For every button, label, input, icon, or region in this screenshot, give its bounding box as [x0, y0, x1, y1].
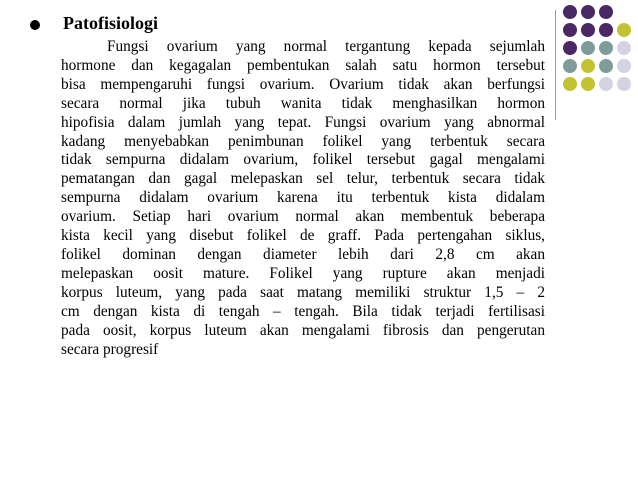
- body-paragraph: [61, 38, 545, 359]
- decorative-dot: [563, 23, 577, 37]
- paragraph-line: kista kecil yang disebut folikel de graff. Pada pertengahan siklus,: [61, 227, 545, 245]
- decorative-dot: [581, 5, 595, 19]
- decorative-dot: [563, 5, 577, 19]
- decorative-dot: [581, 77, 595, 91]
- decorative-dot-grid: [560, 0, 638, 120]
- decorative-dot: [599, 23, 613, 37]
- paragraph-line: cm dengan kista di tengah – tengah. Bila tidak terjadi fertilisasi: [61, 302, 545, 320]
- decorative-divider: [555, 10, 556, 120]
- paragraph-line: kadang menyebabkan penimbunan folikel yang terbentuk secara: [61, 132, 545, 150]
- decorative-dot: [599, 5, 613, 19]
- paragraph-line: sempurna didalam ovarium karena itu terbentuk kista didalam: [61, 189, 545, 207]
- paragraph-line: Fungsi ovarium yang normal tergantung kepada sejumlah: [107, 38, 545, 55]
- paragraph-line: secara progresif: [61, 340, 159, 358]
- decorative-dot: [581, 41, 595, 55]
- bullet-icon: [30, 20, 40, 30]
- decorative-dot: [617, 41, 631, 55]
- paragraph-line: korpus luteum, yang pada saat matang memiliki struktur 1,5 – 2: [61, 283, 545, 301]
- paragraph-line: hipofisia dalam jumlah yang tepat. Fungsi ovarium yang abnormal: [61, 113, 545, 131]
- decorative-dot: [581, 59, 595, 73]
- paragraph-line: folikel dominan dengan diameter lebih dari 2,8 cm akan: [61, 245, 545, 263]
- paragraph-line: secara normal jika tubuh wanita tidak menghasilkan hormon: [61, 94, 545, 112]
- decorative-dot: [617, 23, 631, 37]
- paragraph-line: hormone dan kegagalan pembentukan salah satu hormon tersebut: [61, 56, 545, 74]
- decorative-dot: [599, 41, 613, 55]
- paragraph-line: pada oosit, korpus luteum akan mengalami fibrosis dan pengerutan: [61, 321, 545, 339]
- decorative-dot: [617, 77, 631, 91]
- paragraph-line: bisa mempengaruhi fungsi ovarium. Ovarium tidak akan berfungsi: [61, 75, 545, 93]
- paragraph-line: ovarium. Setiap hari ovarium normal akan membentuk beberapa: [61, 208, 545, 226]
- decorative-dot: [563, 59, 577, 73]
- paragraph-line: pematangan dan gagal melepaskan sel telur, terbentuk secara tidak: [61, 170, 545, 188]
- decorative-dot: [563, 77, 577, 91]
- decorative-dot: [617, 59, 631, 73]
- decorative-dot: [563, 41, 577, 55]
- paragraph-line: melepaskan oosit mature. Folikel yang rupture akan menjadi: [61, 264, 545, 282]
- slide-heading: Patofisiologi: [63, 13, 158, 33]
- paragraph-line: tidak sempurna didalam ovarium, folikel tersebut gagal mengalami: [61, 151, 545, 169]
- decorative-dot: [599, 59, 613, 73]
- decorative-dot: [581, 23, 595, 37]
- decorative-dot: [599, 77, 613, 91]
